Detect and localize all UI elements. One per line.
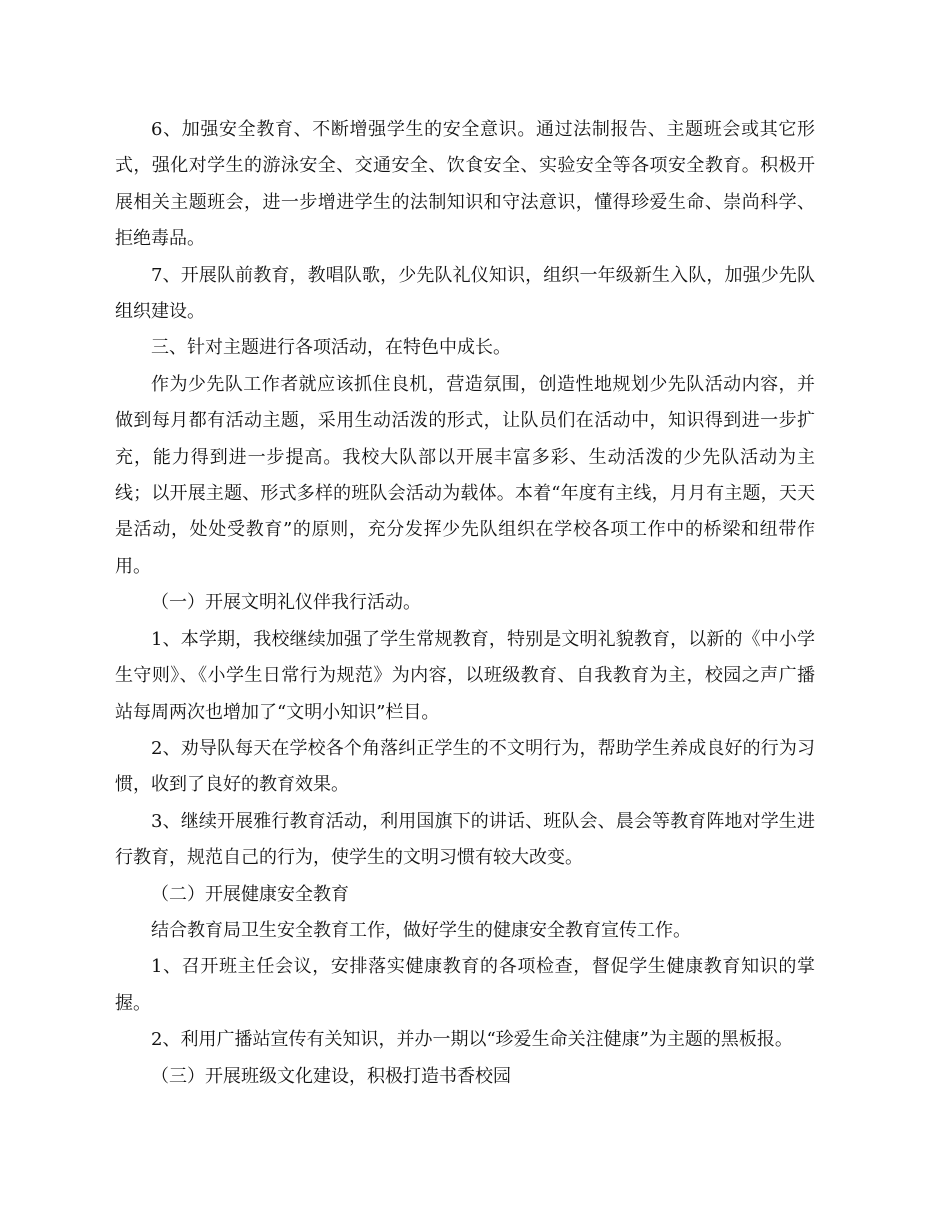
paragraph-safety-education: 6、加强安全教育、不断增强学生的安全意识。通过法制报告、主题班会或其它形式，强化对学生的游泳安全、交通安全、饮食安全、实验安全等各项安全教育。积极开展相关主题班会，进一步增进学生的法制知识和守法意识，懂得珍爱生命、崇尚科学、拒绝毒品。 <box>115 119 815 250</box>
subsection-heading-class-culture: （三）开展班级文化建设，积极打造书香校园 <box>151 1065 511 1087</box>
paragraph-health-1: 1、召开班主任会议，安排落实健康教育的各项检查，督促学生健康教育知识的掌握。 <box>115 956 815 1014</box>
paragraph-young-pioneers-work: 作为少先队工作者就应该抓住良机，营造氛围，创造性地规划少先队活动内容，并做到每月都有活动主题，采用生动活泼的形式，让队员们在活动中，知识得到进一步扩充，能力得到进一步提高。我校大队部以开展丰富多彩、生动活泼的少先队活动为主线；以开展主题、形式多样的班队会活动为载体。本着“年度有主线，月月有主题，天天是活动，处处受教育”的原则，充分发挥少先队组织在学校各项工作中的桥梁和纽带作用。 <box>115 373 815 577</box>
paragraph-health-2: 2、利用广播站宣传有关知识，并办一期以“珍爱生命关注健康”为主题的黑板报。 <box>151 1029 793 1051</box>
section-heading-themed-activities: 三、针对主题进行各项活动，在特色中成长。 <box>151 337 511 359</box>
paragraph-civility-3: 3、继续开展雅行教育活动，利用国旗下的讲话、班队会、晨会等教育阵地对学生进行教育，规范自己的行为，使学生的文明习惯有较大改变。 <box>115 810 815 869</box>
paragraph-civility-1: 1、本学期，我校继续加强了学生常规教育，特别是文明礼貌教育，以新的《中小学生守则》、《小学生日常行为规范》为内容，以班级教育、自我教育为主，校园之声广播站每周两次也增加了“文明小知识”栏目。 <box>115 628 815 723</box>
subsection-heading-health-safety: （二）开展健康安全教育 <box>151 883 349 905</box>
subsection-heading-civility: （一）开展文明礼仪伴我行活动。 <box>151 592 421 614</box>
paragraph-health-intro: 结合教育局卫生安全教育工作，做好学生的健康安全教育宣传工作。 <box>151 919 691 941</box>
document-body <box>115 112 815 1095</box>
paragraph-pre-team-education: 7、开展队前教育，教唱队歌，少先队礼仪知识，组织一年级新生入队，加强少先队组织建设。 <box>115 264 815 323</box>
paragraph-civility-2: 2、劝导队每天在学校各个角落纠正学生的不文明行为，帮助学生养成良好的行为习惯，收到了良好的教育效果。 <box>115 737 815 796</box>
